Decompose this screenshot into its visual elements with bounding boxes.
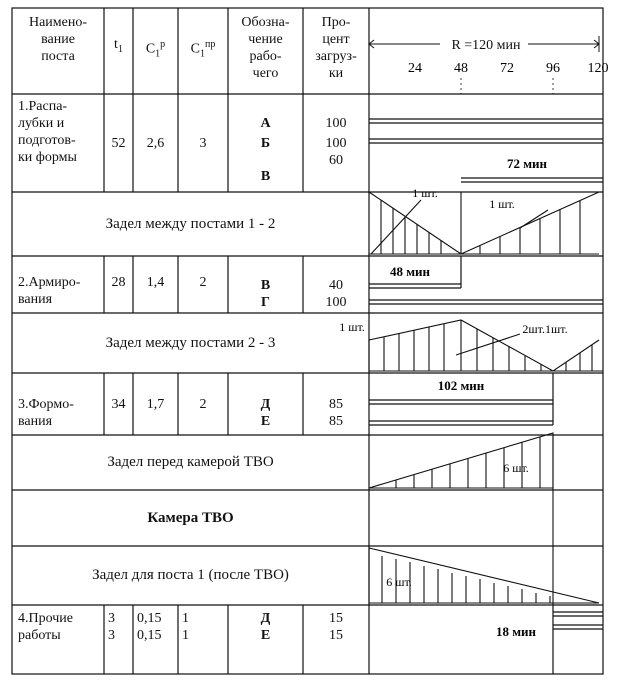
post-2-workers: В Г — [260, 278, 271, 310]
reserve-2-3-label: Задел между постами 2 - 3 — [105, 334, 276, 351]
post-1-name: 1.Распа- лубки и подготов- ки формы — [18, 99, 77, 165]
chamber-label: Камера ТВО — [147, 509, 234, 526]
post-2-t1: 28 — [111, 275, 126, 290]
reserve-label: 1 шт. — [412, 186, 438, 200]
gantt-post-1 — [369, 119, 603, 182]
header-cp: $C_1^р$ — [145, 39, 166, 60]
cycle-label: R =120 мин — [451, 38, 521, 53]
header-t1: $t_1$ — [114, 37, 123, 55]
post-3-t1: 34 — [111, 397, 126, 412]
post-3-name: 3.Формо- вания — [18, 397, 74, 429]
reserve-label: 1 шт. — [489, 197, 515, 211]
post-2-cp: 1,4 — [146, 275, 165, 290]
reserve-label: 2шт.1шт. — [522, 322, 568, 336]
post-3-cpr: 2 — [199, 397, 207, 412]
post-4-cpr: 1 1 — [182, 611, 189, 643]
reserve-label: 6 шт. — [386, 575, 412, 589]
gantt-post-4 — [553, 605, 603, 674]
post-1-cp: 2,6 — [146, 136, 165, 151]
tick-label: 48 — [454, 61, 468, 76]
post-4-cp: 0,15 0,15 — [137, 611, 162, 643]
reserve-1-2-label: Задел между постами 1 - 2 — [105, 215, 276, 232]
header-load: Про- цент загруз- ки — [315, 15, 357, 81]
post-2-loads: 40 100 — [325, 278, 347, 310]
post-3-cp: 1,7 — [146, 397, 165, 412]
post-4-t1: 3 3 — [108, 611, 115, 643]
post-2-name: 2.Армиро- вания — [18, 275, 81, 307]
header-post-name: Наимено- вание поста — [28, 15, 88, 64]
post-1-loads: 100 100 60 — [325, 116, 347, 168]
gantt-label-post-1: 72 мин — [506, 156, 548, 171]
tick-label: 24 — [408, 61, 422, 76]
gantt-label-post-3: 102 мин — [437, 378, 485, 393]
post-4-loads: 15 15 — [329, 611, 343, 643]
gantt-label-post-2: 48 мин — [389, 264, 431, 279]
post-1-t1: 52 — [111, 136, 126, 151]
post-1-workers: А Б В — [260, 116, 271, 184]
reserve-after-tvo-label: Задел для поста 1 (после ТВО) — [92, 567, 289, 583]
reserve-tvo-label: Задел перед камерой ТВО — [107, 454, 274, 470]
gantt-label-post-4: 18 мин — [495, 624, 537, 639]
post-2-cpr: 2 — [199, 275, 207, 290]
header-designation: Обозна- чение рабо- чего — [241, 15, 290, 81]
reserve-label: 6 шт. — [503, 461, 529, 475]
tick-label: 96 — [546, 61, 560, 76]
post-4-workers: Д Е — [260, 611, 271, 643]
post-1-cpr: 3 — [199, 136, 207, 151]
post-4-name: 4.Прочие работы — [18, 611, 73, 643]
post-3-workers: Д Е — [260, 397, 271, 429]
reserve-chart-1-2 — [369, 192, 599, 254]
reserve-label: 1 шт. — [339, 320, 365, 334]
time-guides — [461, 78, 553, 94]
axis-ticks — [408, 61, 609, 76]
header-cpr: $C_1^{пр}$ — [190, 39, 216, 60]
reserve-chart-2-3 — [369, 320, 603, 371]
post-3-loads: 85 85 — [329, 397, 343, 429]
tick-label: 72 — [500, 61, 514, 76]
tick-label: 120 — [587, 61, 609, 76]
